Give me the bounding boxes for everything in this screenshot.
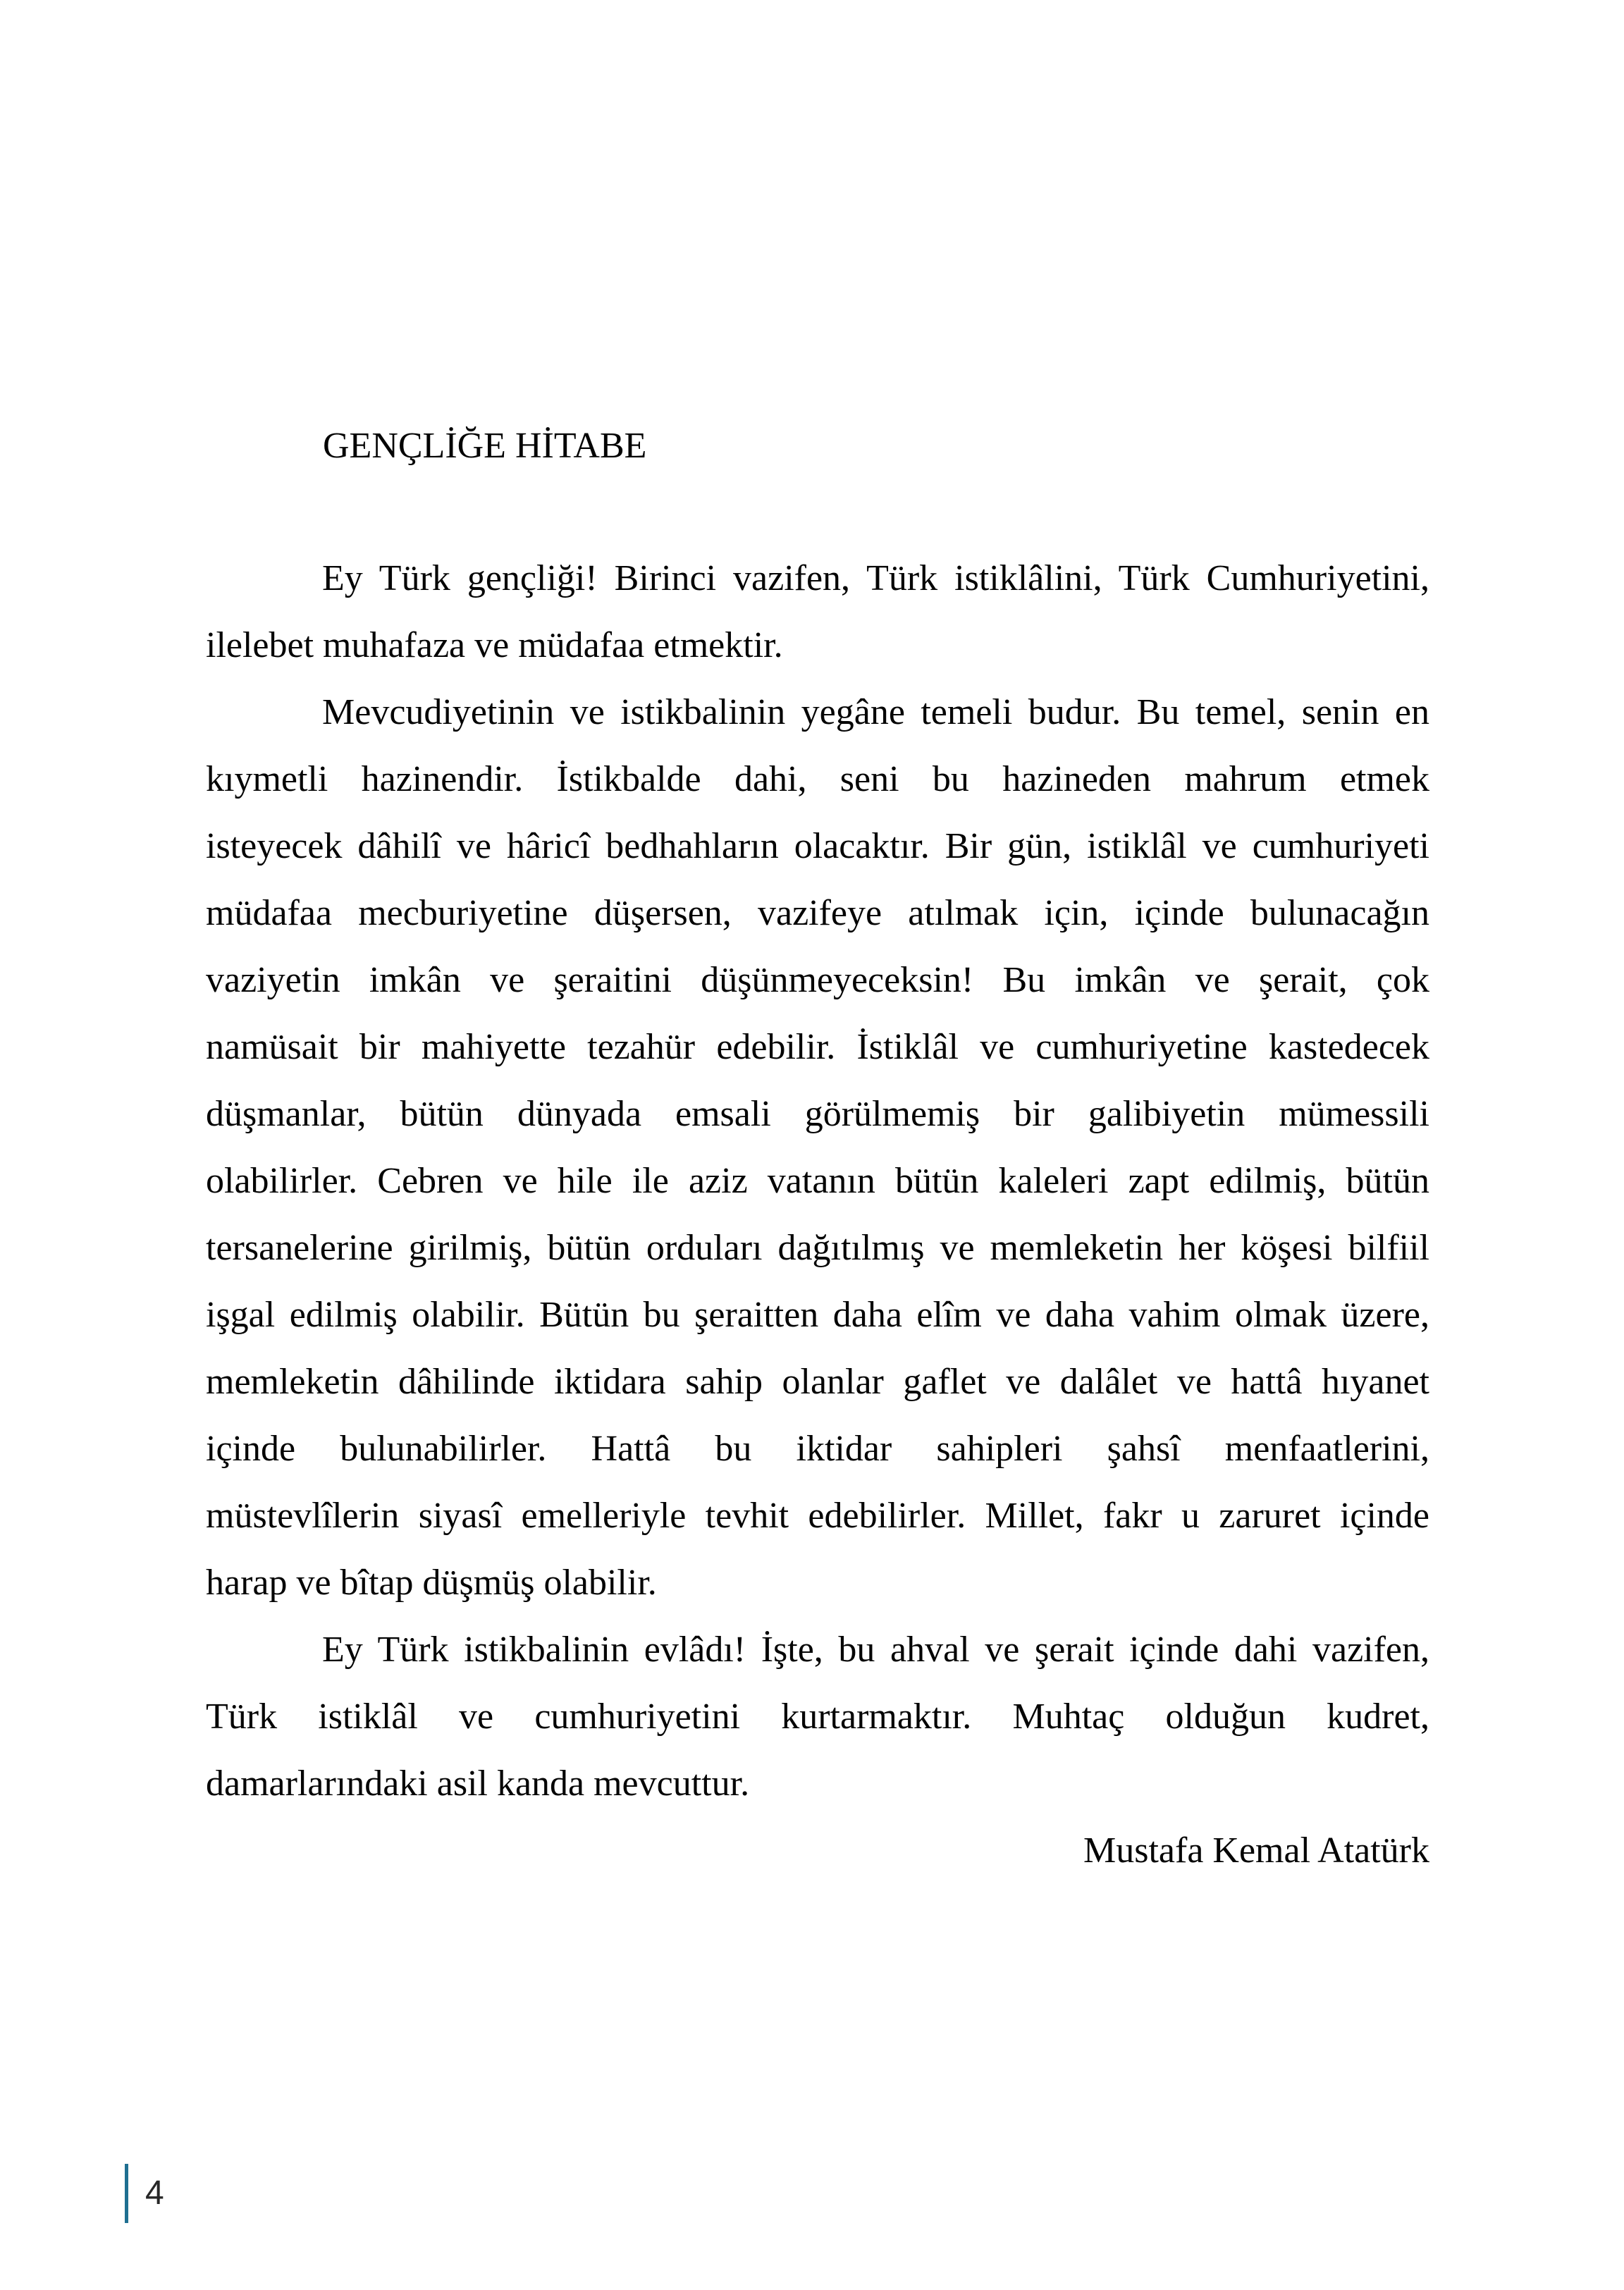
body-line: memleketin dâhilinde iktidara sahip olanlar gaflet ve dalâlet ve hattâ hıyanet xyxy=(206,1362,1429,1402)
signature: Mustafa Kemal Atatürk xyxy=(1083,1830,1429,1871)
body-line: düşmanlar, bütün dünyada emsali görülmemiş bir galibiyetin mümessili xyxy=(206,1094,1429,1134)
body-line: kıymetli hazinendir. İstikbalde dahi, seni bu hazineden mahrum etmek xyxy=(206,759,1429,799)
body-line: olabilirler. Cebren ve hile ile aziz vatanın bütün kaleleri zapt edilmiş, bütün xyxy=(206,1161,1429,1201)
page-number: 4 xyxy=(145,2174,164,2212)
body-line: Ey Türk istikbalinin evlâdı! İşte, bu ahval ve şerait içinde dahi vazifen, xyxy=(322,1630,1429,1670)
body-line: tersanelerine girilmiş, bütün orduları dağıtılmış ve memleketin her köşesi bilfiil xyxy=(206,1228,1429,1268)
document-body xyxy=(206,545,1429,1884)
body-line: Türk istiklâl ve cumhuriyetini kurtarmaktır. Muhtaç olduğun kudret, xyxy=(206,1697,1429,1737)
page-title: GENÇLİĞE HİTABE xyxy=(323,426,647,466)
accent-bar xyxy=(125,2164,128,2223)
body-line: işgal edilmiş olabilir. Bütün bu şeraitten daha elîm ve daha vahim olmak üzere, xyxy=(206,1295,1429,1335)
page-footer xyxy=(125,2164,164,2223)
body-line: namüsait bir mahiyette tezahür edebilir. İstiklâl ve cumhuriyetine kastedecek xyxy=(206,1027,1429,1067)
body-line: ilelebet muhafaza ve müdafaa etmektir. xyxy=(206,625,783,665)
body-line: müdafaa mecburiyetine düşersen, vazifeye atılmak için, içinde bulunacağın xyxy=(206,893,1429,933)
body-line: Mevcudiyetinin ve istikbalinin yegâne temeli budur. Bu temel, senin en xyxy=(322,692,1429,732)
body-line: damarlarındaki asil kanda mevcuttur. xyxy=(206,1763,750,1804)
body-line: vaziyetin imkân ve şeraitini düşünmeyeceksin! Bu imkân ve şerait, çok xyxy=(206,960,1429,1000)
body-line: harap ve bîtap düşmüş olabilir. xyxy=(206,1563,657,1603)
body-line: müstevlîlerin siyasî emelleriyle tevhit edebilirler. Millet, fakr u zaruret içinde xyxy=(206,1496,1429,1536)
body-line: içinde bulunabilirler. Hattâ bu iktidar sahipleri şahsî menfaatlerini, xyxy=(206,1429,1429,1469)
body-line: isteyecek dâhilî ve hâricî bedhahların olacaktır. Bir gün, istiklâl ve cumhuriyeti xyxy=(206,826,1429,866)
body-line: Ey Türk gençliği! Birinci vazifen, Türk istiklâlini, Türk Cumhuriyetini, xyxy=(322,558,1429,598)
